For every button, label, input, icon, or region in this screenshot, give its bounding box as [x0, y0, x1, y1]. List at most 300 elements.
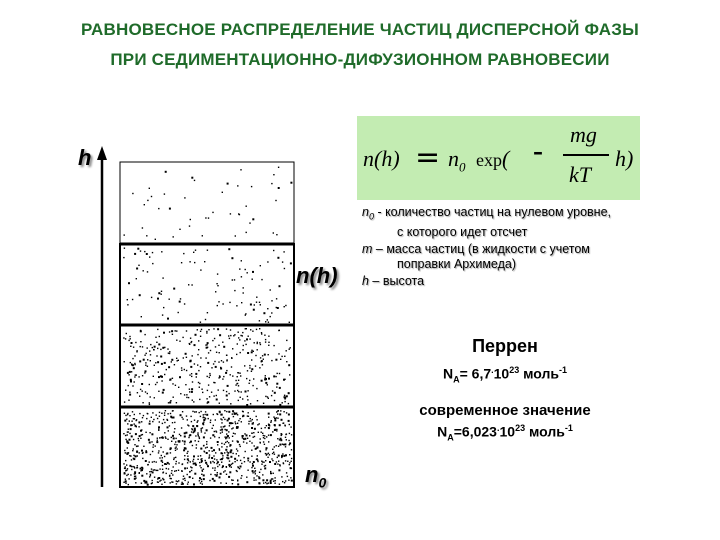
- particle: [176, 358, 177, 359]
- particle: [189, 261, 190, 262]
- particle: [127, 434, 128, 435]
- particle: [256, 475, 257, 476]
- particle: [285, 437, 286, 438]
- particle: [152, 480, 153, 481]
- particle: [136, 374, 137, 375]
- particle: [170, 478, 171, 479]
- particle: [134, 473, 135, 474]
- particle: [206, 414, 208, 416]
- particle: [188, 284, 189, 285]
- particle: [127, 414, 128, 415]
- particle: [194, 344, 196, 346]
- particle: [281, 434, 282, 435]
- particle: [232, 483, 233, 484]
- particle: [240, 375, 241, 376]
- particle: [158, 426, 160, 428]
- particle: [201, 458, 202, 459]
- particle: [268, 345, 269, 346]
- particle: [230, 465, 231, 466]
- particle: [159, 468, 160, 469]
- particle: [229, 471, 231, 473]
- particle: [220, 473, 222, 475]
- particle: [204, 417, 205, 418]
- particle: [133, 347, 134, 348]
- particle: [268, 354, 269, 355]
- particle: [154, 469, 155, 470]
- particle: [140, 330, 142, 332]
- particle: [213, 449, 215, 451]
- particle: [234, 433, 235, 434]
- particle: [187, 456, 188, 457]
- particle: [260, 469, 261, 470]
- particle: [196, 447, 197, 448]
- particle: [258, 477, 260, 479]
- particle: [179, 376, 181, 378]
- particle: [169, 299, 170, 300]
- particle: [235, 421, 236, 422]
- particle: [217, 285, 218, 286]
- particle: [211, 457, 213, 459]
- particle: [183, 253, 184, 254]
- particle-layer-lower-middle: [120, 325, 294, 407]
- particle: [123, 433, 124, 434]
- particle: [162, 423, 163, 424]
- particle: [255, 473, 256, 474]
- particle: [228, 431, 229, 432]
- particle: [167, 348, 168, 349]
- particle: [270, 480, 272, 482]
- particle: [136, 268, 138, 270]
- particle: [217, 441, 219, 443]
- particle: [158, 452, 159, 453]
- particle: [237, 423, 238, 424]
- particle: [253, 351, 254, 352]
- particle: [173, 437, 175, 439]
- height-axis-arrow-icon: [97, 146, 107, 160]
- particle: [181, 417, 182, 418]
- particle: [134, 467, 135, 468]
- particle: [253, 309, 255, 311]
- particle: [188, 397, 189, 398]
- particle: [210, 422, 211, 423]
- particle: [133, 455, 134, 456]
- particle: [209, 396, 210, 397]
- particle: [251, 456, 252, 457]
- particle: [192, 461, 193, 462]
- particle: [281, 419, 283, 421]
- particle: [262, 474, 263, 475]
- particle: [253, 477, 254, 478]
- particle: [223, 390, 224, 391]
- particle: [200, 336, 201, 337]
- particle: [175, 441, 176, 442]
- particle: [181, 427, 182, 428]
- particle: [206, 429, 208, 431]
- particle: [171, 361, 172, 362]
- particle: [213, 455, 214, 456]
- particle: [173, 459, 174, 460]
- particle: [263, 435, 264, 436]
- particle: [159, 421, 160, 422]
- particle: [169, 402, 171, 404]
- particle: [288, 414, 290, 416]
- particle: [152, 252, 153, 253]
- particle: [188, 437, 189, 438]
- particle: [194, 363, 195, 364]
- particle: [162, 472, 163, 473]
- particle: [216, 352, 217, 353]
- particle: [239, 339, 240, 340]
- particle: [259, 367, 260, 368]
- particle: [285, 480, 286, 481]
- particle: [207, 390, 208, 391]
- particle-layer-top: [120, 162, 294, 244]
- particle: [138, 376, 139, 377]
- particle: [209, 480, 210, 481]
- particle: [140, 438, 141, 439]
- particle: [128, 478, 129, 479]
- particle: [252, 470, 254, 472]
- particle: [136, 278, 137, 279]
- particle: [261, 428, 262, 429]
- particle: [163, 419, 164, 420]
- particle: [171, 359, 173, 361]
- particle: [135, 342, 136, 343]
- particle: [275, 480, 276, 481]
- particle: [160, 480, 161, 481]
- particle: [232, 480, 233, 481]
- particle: [228, 248, 230, 250]
- particle: [265, 396, 266, 397]
- legend-line: $n_0$ - количество частиц на нулевом уровне,: [362, 205, 612, 222]
- particle: [225, 449, 227, 451]
- particle: [212, 428, 213, 429]
- particle: [151, 417, 152, 418]
- particle: [162, 457, 163, 458]
- particle: [284, 268, 285, 269]
- particle: [176, 470, 177, 471]
- particle: [200, 357, 201, 358]
- particle: [286, 472, 287, 473]
- particle: [138, 426, 139, 427]
- particle: [187, 419, 188, 420]
- particle: [159, 437, 160, 438]
- particle: [139, 452, 140, 453]
- particle: [226, 433, 227, 434]
- particle: [238, 400, 239, 401]
- particle: [221, 422, 222, 423]
- particle: [153, 444, 154, 445]
- particle: [235, 380, 236, 381]
- particle: [152, 412, 153, 413]
- particle: [201, 430, 202, 431]
- particle: [220, 429, 221, 430]
- particle: [246, 232, 247, 233]
- particle: [282, 444, 283, 445]
- particle: [172, 474, 173, 475]
- particle: [240, 169, 241, 170]
- particle: [192, 355, 193, 356]
- particle: [143, 480, 145, 482]
- particle: [291, 434, 292, 435]
- particle: [276, 411, 277, 412]
- particle: [220, 368, 222, 370]
- particle: [195, 440, 196, 441]
- particle: [154, 346, 156, 348]
- particle: [160, 447, 161, 448]
- particle: [184, 455, 185, 456]
- particle: [251, 450, 252, 451]
- particle: [232, 423, 233, 424]
- particle: [214, 470, 215, 471]
- particle: [195, 435, 196, 436]
- particle: [227, 457, 229, 459]
- particle: [235, 235, 236, 236]
- particle: [154, 477, 155, 478]
- particle: [192, 478, 193, 479]
- particle: [281, 457, 282, 458]
- particle: [289, 374, 290, 375]
- particle: [274, 446, 275, 447]
- particle: [207, 312, 208, 313]
- particle: [225, 372, 227, 374]
- particle: [274, 429, 276, 431]
- particle: [192, 381, 193, 382]
- particle: [266, 479, 268, 481]
- particle: [170, 449, 171, 450]
- particle: [199, 480, 200, 481]
- particle: [175, 457, 176, 458]
- particle: [245, 391, 247, 393]
- particle: [219, 449, 220, 450]
- particle: [279, 444, 281, 446]
- particle: [284, 395, 285, 396]
- particle: [159, 416, 160, 417]
- particle: [200, 448, 202, 450]
- particle: [252, 419, 253, 420]
- particle: [195, 250, 196, 251]
- particle: [153, 419, 154, 420]
- particle: [249, 461, 250, 462]
- particle: [207, 376, 208, 377]
- particle: [214, 436, 215, 437]
- particle: [166, 369, 167, 370]
- particle: [214, 462, 215, 463]
- particle: [149, 188, 150, 189]
- particle: [156, 470, 157, 471]
- particle: [163, 307, 164, 308]
- particle: [175, 463, 176, 464]
- particle: [151, 297, 152, 298]
- particle: [240, 460, 241, 461]
- particle: [174, 428, 175, 429]
- particle: [161, 460, 163, 462]
- particle: [184, 467, 186, 469]
- particle: [224, 436, 225, 437]
- particle: [201, 431, 202, 432]
- particle: [290, 262, 292, 264]
- particle: [289, 322, 290, 323]
- particle: [270, 471, 271, 472]
- particle: [191, 421, 192, 422]
- particle: [250, 420, 251, 421]
- particle: [129, 415, 130, 416]
- particle: [161, 484, 162, 485]
- particle: [156, 342, 157, 343]
- particle: [232, 427, 233, 428]
- particle: [192, 425, 194, 427]
- particle: [220, 418, 221, 419]
- particle: [264, 435, 265, 436]
- particle: [128, 429, 129, 430]
- particle: [189, 389, 190, 390]
- particle: [266, 447, 268, 449]
- particle: [273, 481, 274, 482]
- particle: [248, 460, 249, 461]
- particle: [206, 444, 207, 445]
- particle: [217, 305, 218, 306]
- particle: [186, 397, 187, 398]
- particle: [184, 480, 185, 481]
- particle: [228, 418, 230, 420]
- particle: [180, 414, 182, 416]
- particle: [275, 200, 276, 201]
- particle: [227, 441, 228, 442]
- particle: [247, 390, 248, 391]
- particle: [125, 466, 126, 467]
- particle: [247, 272, 248, 273]
- particle: [176, 330, 177, 331]
- particle: [265, 449, 266, 450]
- particle: [245, 313, 246, 314]
- particle: [199, 399, 200, 400]
- particle: [266, 425, 267, 426]
- particle: [197, 329, 198, 330]
- particle: [231, 428, 232, 429]
- particle: [175, 330, 176, 331]
- particle: [198, 370, 199, 371]
- particle: [176, 340, 177, 341]
- particle: [203, 419, 205, 421]
- particle: [164, 415, 165, 416]
- particle: [287, 476, 288, 477]
- perren-avogadro: $N_A= 6,7^.10^{23}$ моль$^{-1}$: [442, 365, 568, 385]
- particle: [172, 422, 173, 423]
- particle: [158, 430, 159, 431]
- particle: [145, 362, 146, 363]
- particle: [277, 373, 278, 374]
- particle: [134, 444, 135, 445]
- particle: [205, 447, 206, 448]
- particle: [210, 437, 211, 438]
- particle: [289, 349, 290, 350]
- particle: [195, 464, 197, 466]
- particle: [219, 464, 220, 465]
- particle: [194, 420, 195, 421]
- particle: [221, 443, 222, 444]
- particle: [241, 276, 242, 277]
- particle: [237, 450, 238, 451]
- particle: [227, 454, 229, 456]
- particle: [250, 329, 251, 330]
- particle: [164, 432, 165, 433]
- particle: [131, 342, 133, 344]
- particle: [169, 353, 170, 354]
- particle: [247, 352, 249, 354]
- particle: [210, 420, 211, 421]
- particle: [228, 393, 229, 394]
- particle: [235, 423, 236, 424]
- particle: [127, 304, 128, 305]
- particle: [187, 453, 188, 454]
- particle: [271, 360, 272, 361]
- particle: [291, 458, 292, 459]
- particle: [246, 442, 247, 443]
- particle: [274, 477, 275, 478]
- particle: [144, 251, 145, 252]
- particle: [150, 344, 151, 345]
- particle: [131, 435, 133, 437]
- particle: [210, 375, 211, 376]
- particle: [186, 415, 187, 416]
- particle: [224, 429, 225, 430]
- particle: [194, 411, 195, 412]
- particle: [148, 439, 150, 441]
- particle: [252, 385, 253, 386]
- particle: [184, 478, 185, 479]
- particle: [145, 432, 146, 433]
- particle: [232, 375, 233, 376]
- particle: [189, 471, 190, 472]
- particle: [169, 331, 170, 332]
- particle: [155, 445, 156, 446]
- particle: [261, 380, 263, 382]
- particle: [189, 391, 190, 392]
- particle: [245, 344, 246, 345]
- particle: [184, 447, 186, 449]
- particle: [245, 269, 246, 270]
- particle: [236, 305, 237, 306]
- particle: [289, 442, 291, 444]
- particle: [274, 400, 275, 401]
- particle: [260, 357, 261, 358]
- particle: [126, 475, 127, 476]
- particle: [216, 413, 217, 414]
- particle: [269, 461, 271, 463]
- particle: [156, 355, 157, 356]
- particle: [245, 328, 246, 329]
- particle: [197, 422, 198, 423]
- particle: [265, 382, 267, 384]
- particle: [270, 316, 271, 317]
- particle: [226, 395, 228, 397]
- particle: [254, 342, 255, 343]
- particle: [171, 481, 172, 482]
- particle: [272, 449, 273, 450]
- particle: [279, 465, 280, 466]
- particle: [200, 411, 201, 412]
- particle: [174, 444, 175, 445]
- particle: [257, 349, 258, 350]
- particle: [232, 413, 233, 414]
- particle: [162, 314, 163, 315]
- particle: [190, 366, 192, 368]
- particle: [219, 476, 221, 478]
- particle: [261, 333, 262, 334]
- particle: [178, 360, 179, 361]
- particle: [132, 385, 133, 386]
- particle: [130, 455, 131, 456]
